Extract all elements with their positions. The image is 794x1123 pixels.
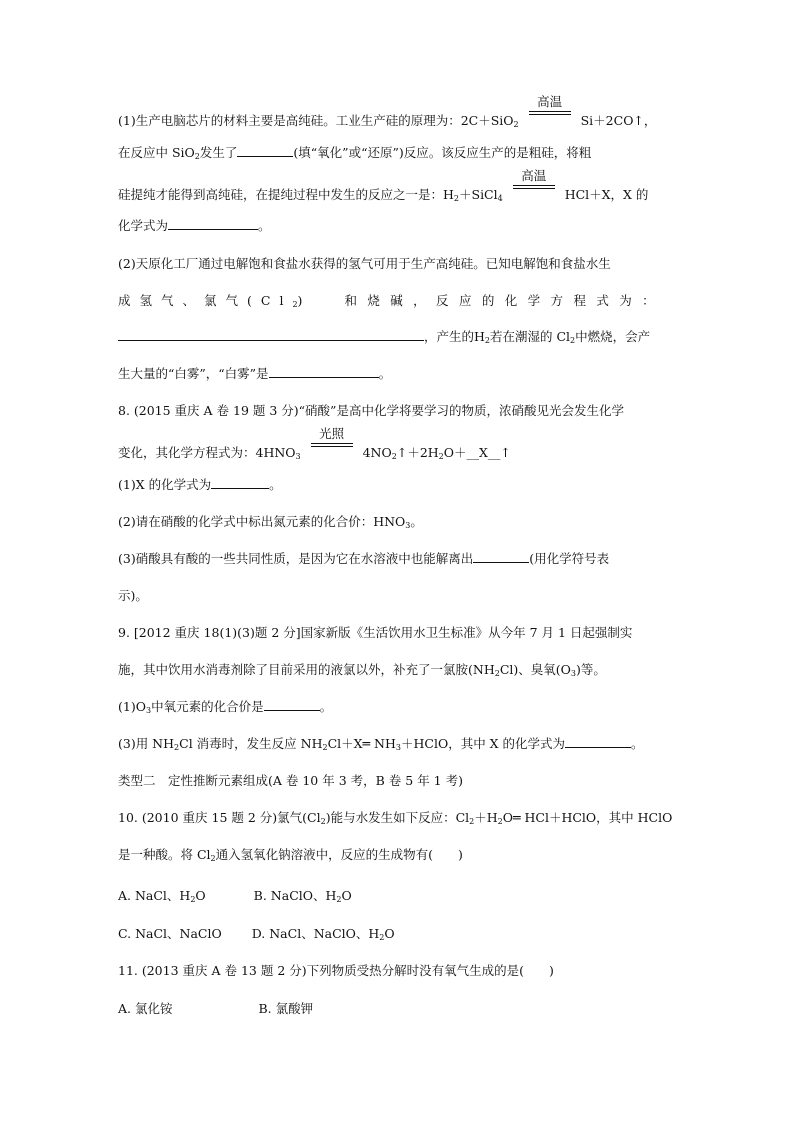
- text: ＋HClO，其中 X 的化学式为: [400, 736, 566, 751]
- subscript: 2: [513, 120, 519, 129]
- text: (用化学符号表: [529, 551, 610, 566]
- subscript: 3: [395, 743, 401, 752]
- answer-blank[interactable]: [118, 328, 424, 341]
- subscript: 2: [469, 817, 475, 826]
- text: ↑: [500, 445, 511, 460]
- text: 生大量的“白雾”，“白雾”是: [118, 366, 269, 381]
- subscript: 3: [405, 521, 411, 530]
- text: )等。: [575, 662, 606, 677]
- text: C. NaCl、NaClO: [118, 926, 222, 941]
- text: ↑＋2H: [396, 445, 439, 460]
- equal-bar: [311, 446, 353, 447]
- text: Cl＋X═ NH: [327, 736, 396, 751]
- text: A. 氯化铵: [118, 1001, 173, 1016]
- q10-line2: [118, 846, 678, 864]
- subscript: 2: [391, 452, 397, 461]
- text: A. NaCl、H: [118, 888, 191, 903]
- q7-p2-line3: [118, 328, 678, 346]
- text: ，产生的H: [424, 329, 485, 344]
- text: 类型二 定性推断元素组成(A 卷 10 年 3 考，B 卷 5 年 1 考): [118, 773, 463, 788]
- reaction-condition: [309, 426, 355, 457]
- reaction-condition: [527, 94, 573, 125]
- text: 和烧碱，反应的化学方程式为：: [344, 293, 666, 308]
- text: HCl＋X，X 的: [564, 187, 649, 202]
- q9-line2: [118, 661, 678, 679]
- q11-options-ab: [118, 1000, 678, 1018]
- option-c[interactable]: [118, 926, 222, 941]
- text: 。: [269, 477, 282, 492]
- text: 11. (2013 重庆 A 卷 13 题 2 分)下列物质受热分解时没有氧气生成的是( ): [118, 963, 554, 978]
- text: B. 氯酸钾: [258, 1001, 314, 1016]
- text: ＋SiCl: [459, 187, 498, 202]
- text: (填“氧化”或“还原”)反应。该反应生产的是粗硅，将粗: [293, 145, 592, 160]
- text: 硅提纯才能得到高纯硅，在提纯过程中发生的反应之一是：H: [118, 187, 454, 202]
- text: 。: [410, 514, 423, 529]
- text: Cl)、臭氧(O: [499, 662, 571, 677]
- answer-blank[interactable]: [269, 365, 379, 378]
- condition-label: 高温: [521, 168, 547, 183]
- answer-blank[interactable]: [565, 735, 631, 748]
- text: 若在潮湿的 Cl: [490, 329, 571, 344]
- subscript: 2: [438, 452, 444, 461]
- q7-p2-line4: [118, 365, 678, 383]
- text: (1)O: [118, 699, 146, 714]
- text: (3)用 NH: [118, 736, 175, 751]
- q8-sub1: [118, 476, 678, 494]
- q7-p1-line1: [118, 94, 678, 130]
- q8-line1: [118, 402, 678, 420]
- option-b[interactable]: [254, 888, 352, 903]
- text: (3)硝酸具有酸的一些共同性质，是因为它在水溶液中也能解离出: [118, 551, 474, 566]
- subscript: 3: [570, 669, 576, 678]
- q10-line1: [118, 809, 678, 827]
- text: 发生了: [199, 145, 238, 160]
- subscript: 4: [497, 194, 503, 203]
- subscript: 2: [494, 669, 500, 678]
- equal-bar: [513, 188, 555, 189]
- answer-blank[interactable]: [264, 698, 320, 711]
- text: 施，其中饮用水消毒剂除了目前采用的液氯以外，补充了一氯胺(NH: [118, 662, 495, 677]
- text: O: [341, 888, 352, 903]
- q8-sub3: [118, 550, 678, 568]
- subscript: 2: [320, 817, 326, 826]
- q8-sub2: [118, 513, 678, 531]
- subscript: 2: [174, 743, 180, 752]
- q7-p1-line4: [118, 217, 678, 235]
- text: 中氧元素的化合价是: [151, 699, 264, 714]
- subscript: 2: [292, 300, 298, 309]
- text: 示)。: [118, 588, 148, 603]
- text: 8. (2015 重庆 A 卷 19 题 3 分)“硝酸”是高中化学将要学习的物质，浓硝酸见光会发生化学: [118, 403, 624, 418]
- q7-p2-line2: [118, 292, 676, 310]
- section-heading-type2: [118, 772, 678, 790]
- text: D. NaCl、NaClO、H: [251, 926, 380, 941]
- equal-bar: [529, 111, 571, 112]
- text: 变化，其化学方程式为：4HNO: [118, 445, 296, 460]
- text: 4NO: [362, 445, 392, 460]
- text: 在反应中 SiO: [118, 145, 195, 160]
- text: ＋H: [474, 810, 498, 825]
- text: (1)X 的化学式为: [118, 477, 212, 492]
- q7-p1-line2: [118, 144, 678, 162]
- subscript: 2: [453, 194, 459, 203]
- text: O＋: [443, 445, 467, 460]
- text: (2)天原化工厂通过电解饱和食盐水获得的氢气可用于生产高纯硅。已知电解饱和食盐水生: [118, 256, 611, 271]
- text: ): [297, 293, 303, 308]
- text: 成氢气、氯气(Cl: [118, 293, 293, 308]
- subscript: 2: [210, 854, 216, 863]
- text: 化学式为: [118, 218, 169, 233]
- reaction-condition: [511, 168, 557, 199]
- q9-line1: [118, 624, 678, 642]
- text: 。: [258, 218, 271, 233]
- condition-label: 高温: [537, 94, 563, 109]
- equal-bar: [529, 114, 571, 115]
- q8-sub3-cont: [118, 587, 678, 605]
- option-a[interactable]: [118, 1001, 172, 1016]
- q7-p2-line1: [118, 255, 678, 273]
- q9-sub1: [118, 698, 678, 716]
- answer-blank[interactable]: [473, 550, 529, 563]
- answer-blank[interactable]: [237, 144, 293, 157]
- text: O═ HCl＋HClO，其中 HClO: [502, 810, 673, 825]
- q10-options-ab: [118, 887, 678, 905]
- text: 。: [319, 699, 333, 714]
- text: O: [384, 926, 395, 941]
- q8-line2: [118, 426, 678, 462]
- text: (2)请在硝酸的化学式中标出氮元素的化合价：HNO: [118, 514, 406, 529]
- text: 是一种酸。将 Cl: [118, 847, 211, 862]
- text: 9. [2012 重庆 18(1)(3)题 2 分]国家新版《生活饮用水卫生标准》从今年 7 月 1 日起强制实: [118, 625, 633, 640]
- answer-blank[interactable]: [211, 476, 269, 489]
- option-b[interactable]: [258, 1001, 313, 1016]
- text: 通入氢氧化钠溶液中，反应的生成物有( ): [215, 847, 463, 862]
- text: (1)生产电脑芯片的材料主要是高纯硅。工业生产硅的原理为：2C＋SiO: [118, 113, 514, 128]
- subscript: 2: [497, 817, 503, 826]
- text: 。: [378, 366, 392, 381]
- text: O: [195, 888, 206, 903]
- text: 。: [631, 736, 644, 751]
- text: Cl 消毒时，发生反应 NH: [179, 736, 323, 751]
- subscript: 2: [484, 336, 490, 345]
- text: B. NaClO、H: [253, 888, 337, 903]
- subscript: 2: [194, 152, 200, 161]
- subscript: 2: [322, 743, 328, 752]
- q7-p1-line3: [118, 168, 678, 204]
- q11-line1: [118, 962, 678, 980]
- text: 中燃烧，会产: [575, 329, 651, 344]
- text: Si＋2CO↑，: [580, 113, 657, 128]
- x-underlined: __X__: [466, 445, 501, 460]
- q9-sub3: [118, 735, 678, 753]
- text: 10. (2010 重庆 15 题 2 分)氯气(Cl: [118, 810, 321, 825]
- subscript: 2: [570, 336, 576, 345]
- text: )能与水发生如下反应：Cl: [325, 810, 470, 825]
- answer-blank[interactable]: [168, 217, 258, 230]
- equal-bar: [513, 185, 555, 186]
- condition-label: 光照: [319, 426, 345, 441]
- subscript: 2: [379, 933, 385, 942]
- q10-options-cd: [118, 925, 678, 943]
- option-a[interactable]: [118, 888, 206, 903]
- subscript: 2: [336, 895, 342, 904]
- subscript: 3: [295, 452, 301, 461]
- option-d[interactable]: [252, 926, 395, 941]
- equal-bar: [311, 443, 353, 444]
- subscript: 3: [145, 706, 152, 715]
- subscript: 2: [190, 895, 196, 904]
